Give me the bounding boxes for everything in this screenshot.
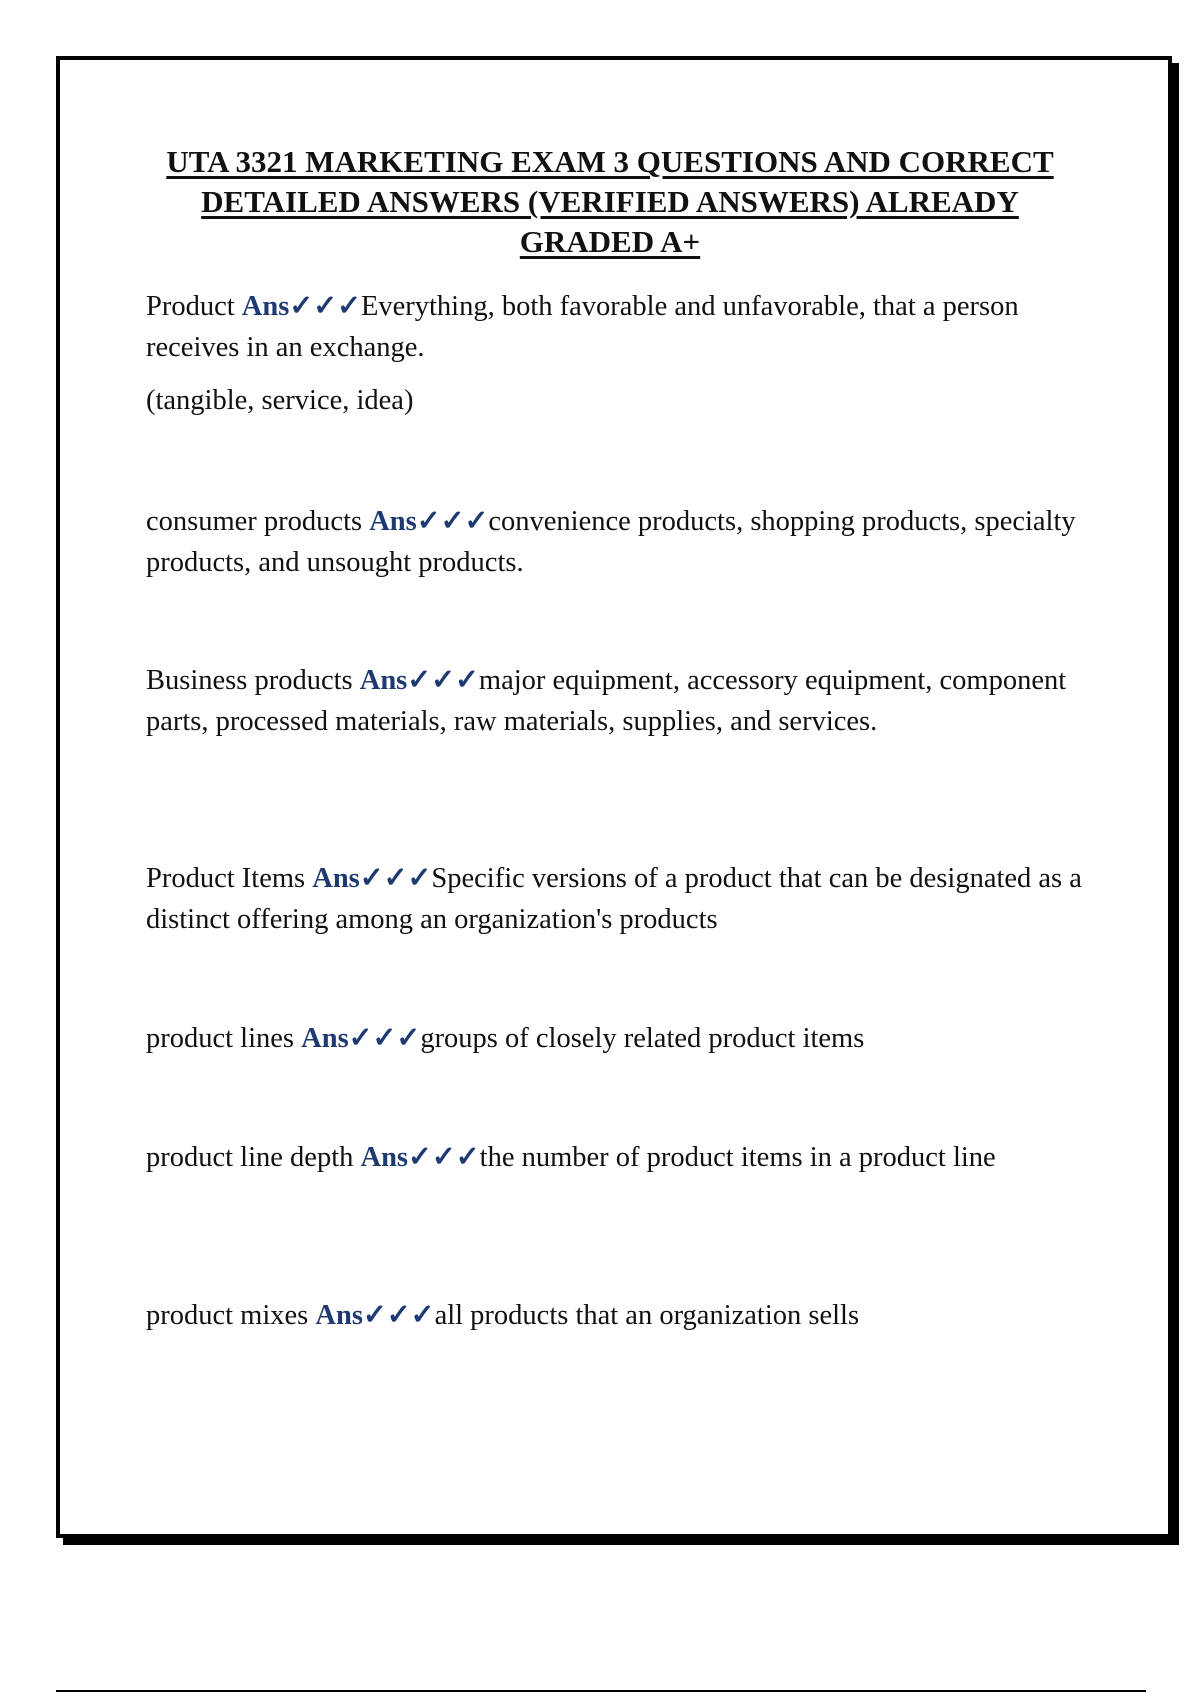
ans-marker: Ans✓✓✓ (360, 1142, 480, 1173)
ans-marker: Ans✓✓✓ (312, 863, 432, 894)
footer-divider (56, 1690, 1146, 1692)
qa-entry-product-lines (146, 1018, 1086, 1059)
qa-entry-product (146, 286, 1086, 421)
term: Product (146, 291, 242, 322)
qa-entry-product-items (146, 858, 1086, 940)
qa-entry-business-products (146, 660, 1086, 742)
ans-marker: Ans✓✓✓ (315, 1300, 435, 1331)
definition: all products that an organization sells (434, 1300, 860, 1331)
ans-marker: Ans✓✓✓ (301, 1023, 421, 1054)
term: Business products (146, 665, 360, 696)
qa-entry-product-line-depth (146, 1137, 1086, 1178)
definition: Specific versions of a product that can be designated as a distinct offering among an organization's products (146, 863, 1082, 935)
qa-entry-consumer-products (146, 501, 1086, 583)
definition: major equipment, accessory equipment, component parts, processed materials, raw materials, supplies, and services. (146, 665, 1067, 737)
term: consumer products (146, 506, 370, 537)
ans-marker: Ans✓✓✓ (359, 665, 479, 696)
term: product mixes (146, 1300, 316, 1331)
ans-marker: Ans✓✓✓ (241, 291, 361, 322)
ans-marker: Ans✓✓✓ (369, 506, 489, 537)
definition: convenience products, shopping products, specialty products, and unsought products. (146, 506, 1076, 578)
term: product lines (146, 1023, 302, 1054)
definition-extra: (tangible, service, idea) (146, 385, 414, 416)
definition: the number of product items in a product line (479, 1142, 996, 1173)
term: product line depth (146, 1142, 361, 1173)
definition: Everything, both favorable and unfavorable, that a person receives in an exchange. (146, 291, 1019, 363)
definition: groups of closely related product items (420, 1023, 865, 1054)
term: Product Items (146, 863, 313, 894)
document-title: UTA 3321 MARKETING EXAM 3 QUESTIONS AND CORRECT DETAILED ANSWERS (VERIFIED ANSWERS) ALREADY GRADED A+ (166, 144, 1054, 259)
qa-entry-product-mixes (146, 1295, 1086, 1336)
